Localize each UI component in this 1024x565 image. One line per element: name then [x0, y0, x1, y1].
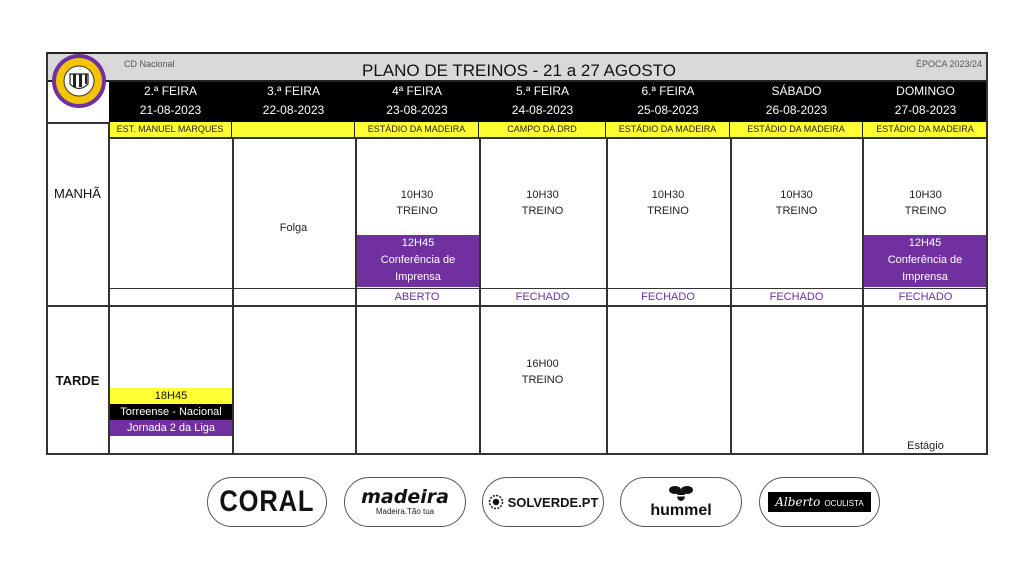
- session-time: 10H30: [909, 189, 942, 201]
- day-name: 5.ª FEIRA: [515, 84, 570, 98]
- status-fri: FECHADO: [641, 291, 695, 303]
- day-header-fri: [606, 82, 730, 122]
- coral-wordmark: CORAL: [219, 485, 315, 518]
- session-activity: TREINO: [904, 205, 947, 217]
- session-activity: TREINO: [647, 205, 689, 217]
- morning-training-fri: [606, 187, 730, 219]
- morning-training-wed: [355, 187, 479, 219]
- day-name: 4ª FEIRA: [392, 84, 442, 98]
- day-date: 24-08-2023: [511, 103, 574, 117]
- hummel-bee-icon: [668, 484, 694, 502]
- afternoon-training-thu: [479, 356, 606, 388]
- alberto-badge: [768, 492, 871, 512]
- day-name: DOMINGO: [896, 84, 955, 98]
- season-label: ÉPOCA 2023/24: [915, 59, 982, 69]
- title-bar: [46, 52, 988, 82]
- press-label-2: Imprensa: [395, 271, 441, 283]
- oculista-wordmark: OCULISTA: [824, 499, 864, 508]
- day-header-thu: [479, 82, 606, 122]
- grid-border-bottom: [46, 453, 988, 455]
- match-round: Jornada 2 da Liga: [110, 420, 232, 436]
- session-activity: TREINO: [775, 205, 818, 217]
- session-time: 10H30: [526, 189, 559, 201]
- day-name: 6.ª FEIRA: [641, 84, 695, 98]
- madeira-tagline: Madeira.Tão tua: [375, 507, 435, 516]
- day-header-wed: [355, 82, 479, 122]
- day-name: SÁBADO: [771, 84, 822, 98]
- estagio-note: Estágio: [907, 440, 944, 452]
- morning-training-thu: [479, 187, 606, 219]
- solverde-wordmark: SOLVERDE.PT: [507, 494, 599, 510]
- morning-training-sun: [863, 187, 988, 219]
- day-header-sat: [730, 82, 863, 122]
- session-time: 10H30: [651, 189, 685, 201]
- status-sun: FECHADO: [898, 291, 953, 303]
- press-time: 12H45: [908, 237, 942, 249]
- session-activity: TREINO: [521, 205, 564, 217]
- madeira-wordmark: madeira: [361, 486, 449, 508]
- training-plan-sheet: [46, 52, 988, 455]
- day-header-tue: [232, 82, 355, 122]
- day-name: 2.ª FEIRA: [143, 84, 198, 98]
- match-time: 18H45: [110, 388, 232, 404]
- day-header-mon: [109, 82, 232, 122]
- venue-sun: ESTÁDIO DA MADEIRA: [863, 122, 988, 137]
- status-sat: FECHADO: [769, 291, 824, 303]
- sponsor-madeira: [344, 477, 466, 527]
- venue-mon: EST. MANUEL MARQUES: [109, 122, 232, 137]
- row-label-afternoon: TARDE: [55, 373, 100, 388]
- morning-training-sat: [730, 187, 863, 219]
- session-time: 16H00: [526, 358, 559, 370]
- match-fixture: Torreense - Nacional: [110, 404, 232, 420]
- day-date: 22-08-2023: [262, 103, 325, 117]
- day-name: 3.ª FEIRA: [266, 84, 321, 98]
- status-thu: FECHADO: [515, 291, 570, 303]
- sponsor-alberto-oculista: [759, 477, 880, 527]
- row-label-morning: MANHÃ: [54, 186, 101, 201]
- day-date: 25-08-2023: [637, 103, 699, 117]
- session-activity: TREINO: [396, 205, 438, 217]
- club-crest-logo: [50, 52, 108, 110]
- day-header-sun: [863, 82, 988, 122]
- sponsor-coral: [207, 477, 327, 527]
- day-date: 21-08-2023: [139, 103, 202, 117]
- press-time: 12H45: [401, 237, 435, 249]
- folga-cell: Folga: [279, 222, 308, 234]
- hummel-wordmark: hummel: [650, 502, 712, 519]
- grid-line-label-top: [46, 122, 109, 124]
- sponsor-hummel: [620, 477, 742, 527]
- page-title: PLANO DE TREINOS - 21 a 27 AGOSTO: [362, 61, 676, 80]
- day-date: 26-08-2023: [765, 103, 828, 117]
- press-conference-sun: [864, 235, 986, 287]
- day-date: 27-08-2023: [894, 103, 957, 117]
- press-label-2: Imprensa: [902, 271, 948, 283]
- session-time: 10H30: [780, 189, 813, 201]
- session-activity: TREINO: [521, 374, 564, 386]
- grid-line-venue-bottom: [109, 137, 988, 139]
- club-name: CD Nacional: [124, 59, 175, 69]
- session-time: 10H30: [400, 189, 434, 201]
- status-wed: ABERTO: [394, 291, 440, 303]
- venue-tue: [232, 122, 355, 137]
- venue-thu: CAMPO DA DRD: [479, 122, 606, 137]
- venue-sat: ESTÁDIO DA MADEIRA: [730, 122, 863, 137]
- press-conference-wed: [357, 235, 479, 287]
- grid-border-left: [46, 52, 48, 455]
- grid-border-right: [986, 52, 988, 455]
- sponsor-solverde: [482, 477, 604, 527]
- venue-fri: ESTÁDIO DA MADEIRA: [606, 122, 730, 137]
- alberto-wordmark: Alberto: [775, 495, 821, 509]
- grid-col-line: [232, 137, 234, 455]
- day-date: 23-08-2023: [386, 103, 448, 117]
- venue-wed: ESTÁDIO DA MADEIRA: [355, 122, 479, 137]
- solverde-sun-icon: [488, 494, 504, 510]
- press-label-1: Conferência de: [887, 254, 963, 266]
- press-label-1: Conferência de: [380, 254, 456, 266]
